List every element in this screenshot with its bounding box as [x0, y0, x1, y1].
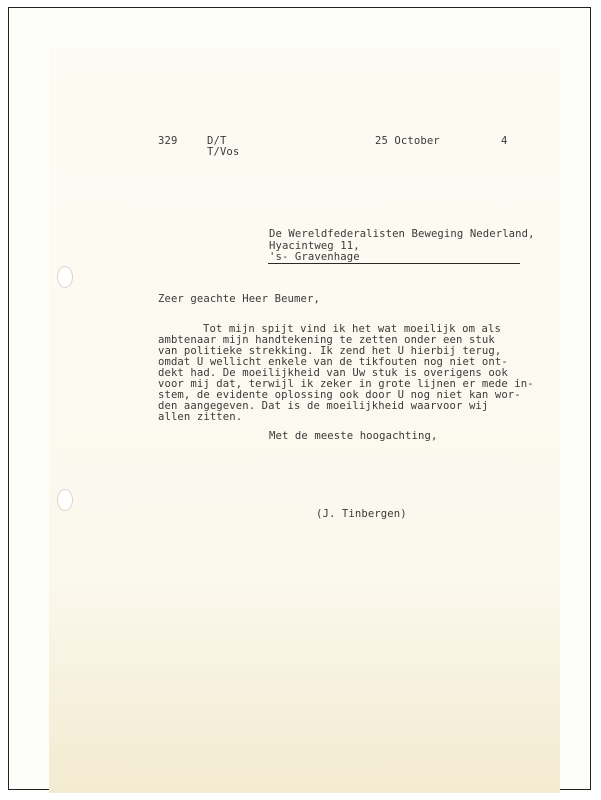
body-line: voor mij dat, terwijl ik zeker in grote lijnen er mede in- — [158, 378, 534, 390]
address-line-3: 's- Gravenhage — [269, 251, 360, 263]
body-line: ambtenaar mijn handtekening te zetten onder een stuk — [158, 334, 495, 346]
letter-number: 329 — [158, 135, 178, 147]
reference-line-1: D/T — [207, 135, 227, 147]
body-line: den aangegeven. Dat is de moeilijkheid waarvoor wij — [158, 400, 489, 412]
body-line: allen zitten. — [158, 411, 243, 423]
punch-hole-top — [57, 266, 73, 288]
body-line: stem, de evidente oplossing ook door U nog niet kan wor- — [158, 389, 521, 401]
page-number: 4 — [501, 135, 508, 147]
signature: (J. Tinbergen) — [316, 508, 407, 520]
salutation: Zeer geachte Heer Beumer, — [158, 293, 320, 305]
address-underline — [268, 263, 520, 264]
address-line-2: Hyacintweg 11, — [269, 240, 360, 252]
body-line: omdat U wellicht enkele van de tikfouten nog niet ont- — [158, 356, 508, 368]
body-line: dekt had. De moeilijkheid van Uw stuk is overigens ook — [158, 367, 508, 379]
punch-hole-bottom — [57, 489, 73, 511]
body-line: Tot mijn spijt vind ik het wat moeilijk om als — [203, 323, 501, 335]
body-line: van politieke strekking. Ik zend het U hierbij terug, — [158, 345, 502, 357]
letter-page — [49, 48, 560, 793]
closing: Met de meeste hoogachting, — [269, 430, 438, 442]
address-line-1: De Wereldfederalisten Beweging Nederland, — [269, 228, 535, 240]
letter-date: 25 October — [375, 135, 440, 147]
reference-line-2: T/Vos — [207, 146, 240, 158]
